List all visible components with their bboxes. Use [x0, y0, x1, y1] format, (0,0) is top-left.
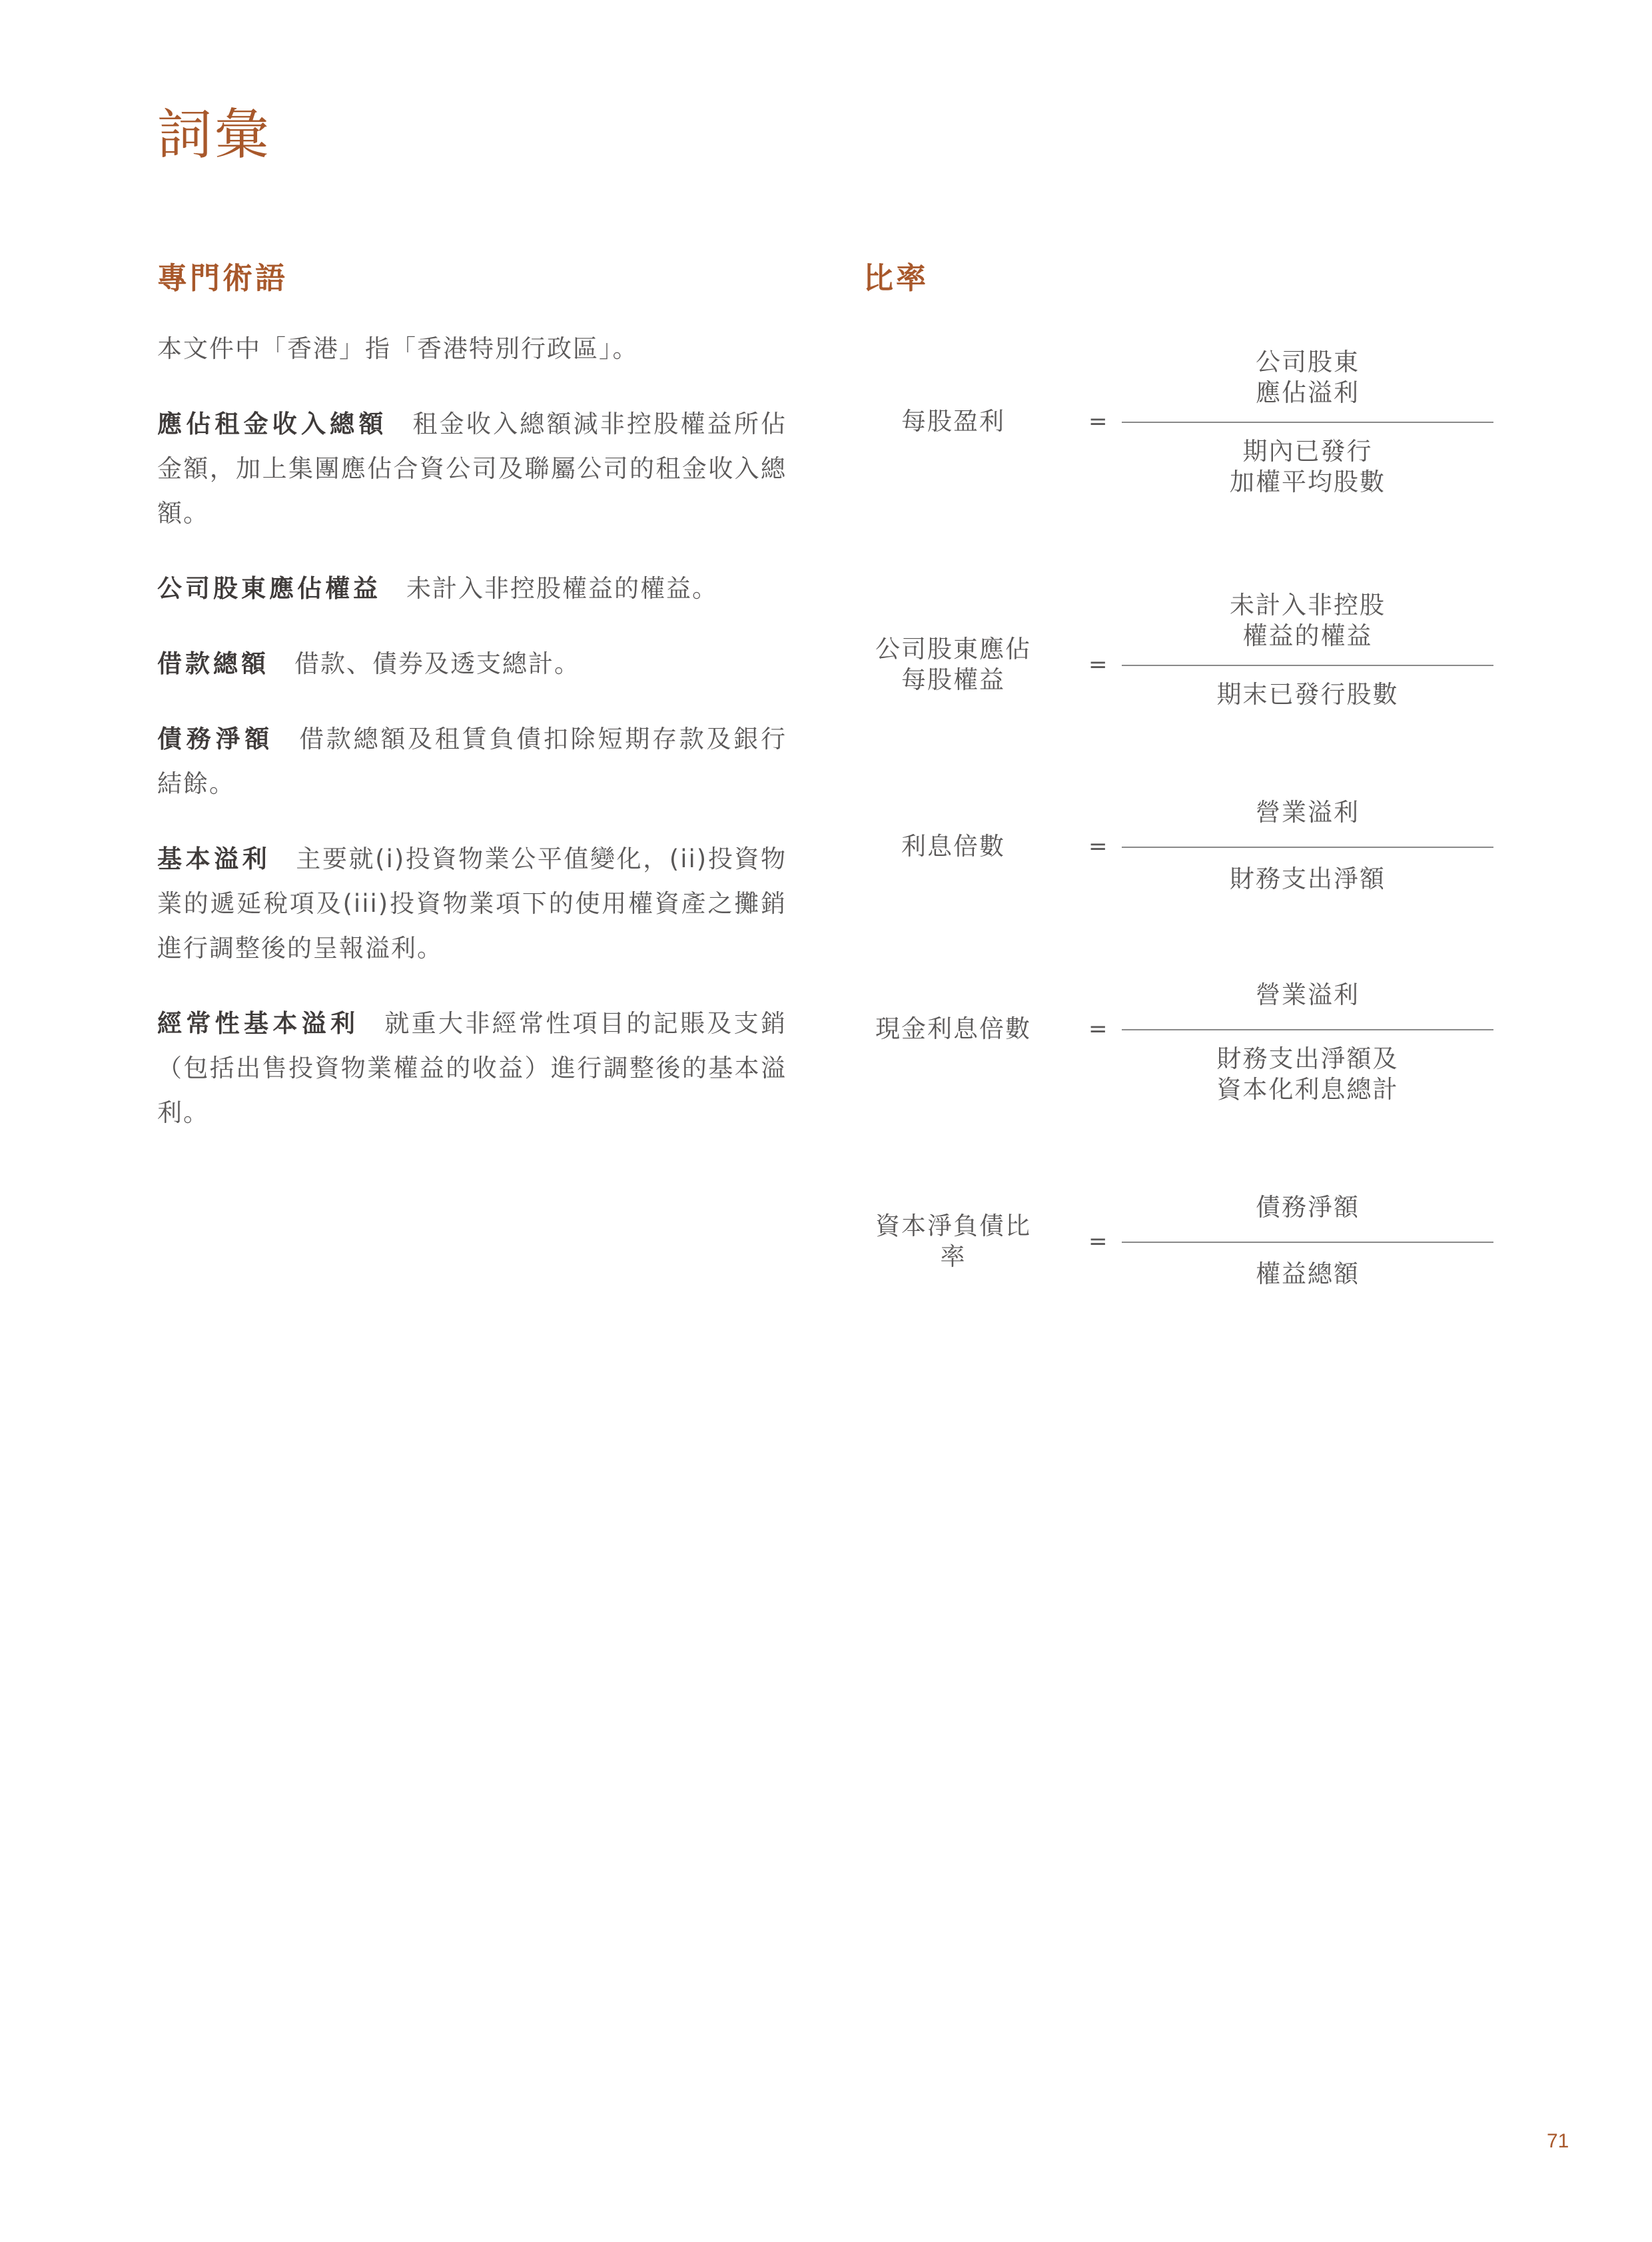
ratio-label: 資本淨負債比率 [875, 1212, 1031, 1271]
terms-heading: 專門術語 [157, 260, 288, 296]
term-definition: 借款總額及租賃負債扣除短期存款及銀行結餘。 [157, 725, 787, 798]
term-name: 借款總額 [157, 649, 269, 678]
ratio-denominator: 財務支出淨額及 資本化利息總計 [1216, 1044, 1399, 1104]
term-definition: 就重大非經常性項目的記賬及支銷（包括出售投資物業權益的收益）進行調整後的基本溢利。 [157, 1009, 787, 1127]
fraction-bar [1122, 422, 1493, 423]
fraction-bar [1122, 847, 1493, 848]
term-entry [157, 717, 787, 806]
ratio-label: 公司股東應佔 每股權益 [875, 635, 1031, 694]
terms-list [157, 326, 787, 1166]
term-name: 經常性基本溢利 [157, 1009, 360, 1038]
term-entry [157, 566, 787, 611]
term-name: 債務淨額 [157, 725, 274, 753]
term-definition: 未計入非控股權益的權益。 [406, 574, 718, 603]
term-name: 基本溢利 [157, 845, 271, 873]
term-name: 公司股東應佔權益 [157, 574, 381, 603]
term-definition: 租金收入總額減非控股權益所佔金額，加上集團應佔合資公司及聯屬公司的租金收入總額。 [157, 410, 787, 528]
page-title: 詞彙 [157, 103, 272, 167]
ratios-heading: 比率 [863, 260, 929, 296]
ratio-denominator: 期內已發行 加權平均股數 [1230, 437, 1386, 496]
fraction-bar [1122, 1029, 1493, 1030]
ratio-numerator: 未計入非控股 權益的權益 [1230, 591, 1386, 650]
equals-sign: = [1088, 408, 1108, 435]
ratio-label: 利息倍數 [901, 832, 1005, 861]
ratio-numerator: 債務淨額 [1256, 1193, 1360, 1222]
terms-intro: 本文件中「香港」指「香港特別行政區」。 [157, 334, 639, 363]
term-entry [157, 1001, 787, 1135]
page-number: 71 [1547, 2130, 1569, 2152]
ratio-label: 現金利息倍數 [875, 1014, 1031, 1043]
term-entry [157, 837, 787, 970]
ratio-denominator: 權益總額 [1256, 1260, 1360, 1288]
equals-sign: = [1088, 1016, 1108, 1042]
term-definition: 借款、債券及透支總計。 [294, 649, 580, 678]
term-definition: 主要就(i)投資物業公平值變化，(ii)投資物業的遞延稅項及(iii)投資物業項下的使用權資產之攤銷進行調整後的呈報溢利。 [157, 845, 787, 962]
ratio-label: 每股盈利 [901, 407, 1005, 436]
equals-sign: = [1088, 651, 1108, 678]
fraction-bar [1122, 1242, 1493, 1243]
ratio-denominator: 財務支出淨額 [1230, 865, 1386, 893]
equals-sign: = [1088, 1228, 1108, 1255]
term-entry [157, 402, 787, 536]
term-entry [157, 641, 787, 686]
term-name: 應佔租金收入總額 [157, 410, 388, 438]
fraction-bar [1122, 665, 1493, 666]
ratio-numerator: 公司股東 應佔溢利 [1256, 348, 1360, 407]
equals-sign: = [1088, 833, 1108, 860]
ratio-numerator: 營業溢利 [1256, 798, 1360, 827]
ratio-numerator: 營業溢利 [1256, 980, 1360, 1009]
ratio-denominator: 期末已發行股數 [1216, 680, 1399, 709]
